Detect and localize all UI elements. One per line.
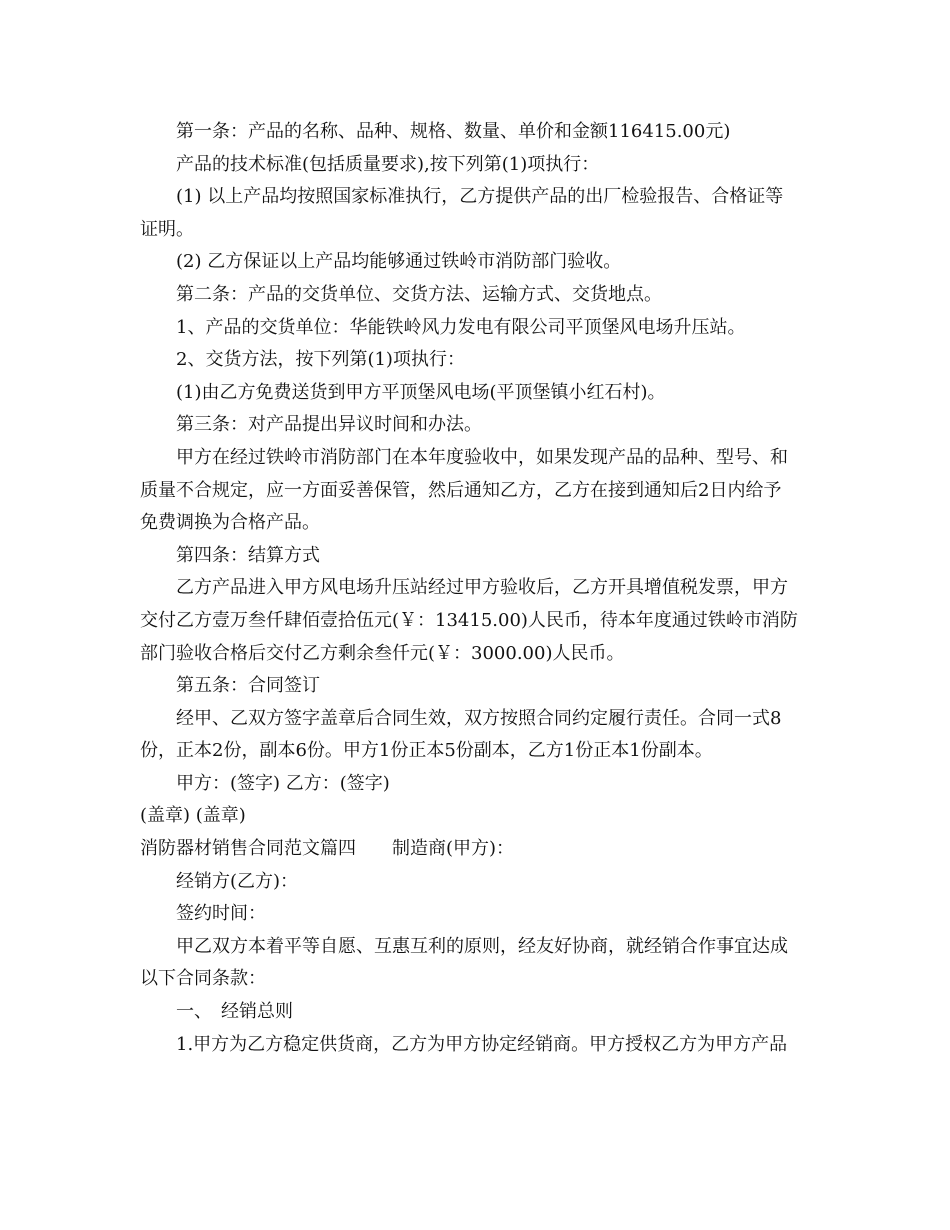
paragraph-objection-end: 免费调换为合格产品。 (140, 512, 320, 534)
article-2-heading: 第二条：产品的交货单位、交货方法、运输方式、交货地点。 (176, 283, 662, 305)
paragraph-objection-cont: 质量不合规定，应一方面妥善保管，然后通知乙方，乙方在接到通知后2日内给予 (140, 479, 782, 501)
paragraph-settlement: 乙方产品进入甲方风电场升压站经过甲方验收后，乙方开具增值税发票，甲方 (176, 577, 788, 599)
paragraph-settlement-cont: 交付乙方壹万叁仟肆佰壹拾伍元(￥：13415.00)人民币，待本年度通过铁岭市消防 (140, 609, 798, 631)
paragraph-signing-cont: 份，正本2份，副本6份。甲方1份正本5份副本，乙方1份正本1份副本。 (140, 740, 713, 762)
general-principles-heading: 一、 经销总则 (176, 1001, 293, 1023)
paragraph-item-2: (2) 乙方保证以上产品均能够通过铁岭市消防部门验收。 (176, 251, 622, 273)
paragraph-principle: 甲乙双方本着平等自愿、互惠互利的原则，经友好协商，就经销合作事宜达成 (176, 935, 788, 957)
paragraph-signing: 经甲、乙双方签字盖章后合同生效，双方按照合同约定履行责任。合同一式8 (176, 707, 782, 729)
paragraph-principle-cont: 以下合同条款： (140, 968, 266, 990)
signing-time-label: 签约时间： (176, 903, 266, 925)
article-5-heading: 第五条：合同签订 (176, 675, 320, 697)
paragraph-item-1-cont: 证明。 (140, 218, 194, 240)
seal-line: (盖章) (盖章) (140, 805, 246, 827)
paragraph-delivery-unit: 1、产品的交货单位：华能铁岭风力发电有限公司平顶堡风电场升压站。 (176, 316, 746, 338)
section-title: 消防器材销售合同范文篇四 (140, 838, 356, 860)
paragraph-free-delivery: (1)由乙方免费送货到甲方平顶堡风电场(平顶堡镇小红石村)。 (176, 381, 666, 403)
signature-line: 甲方：(签字) 乙方：(签字) (176, 772, 390, 794)
section-title-line (140, 833, 815, 866)
paragraph-objection: 甲方在经过铁岭市消防部门在本年度验收中，如果发现产品的品种、型号、和 (176, 446, 788, 468)
article-1-heading: 第一条：产品的名称、品种、规格、数量、单价和金额116415.00元) (176, 121, 731, 142)
paragraph-delivery-method: 2、交货方法，按下列第(1)项执行： (176, 349, 465, 371)
paragraph-settlement-end: 部门验收合格后交付乙方剩余叁仟元(￥：3000.00)人民币。 (140, 642, 625, 664)
distributor-label: 经销方(乙方)： (176, 870, 299, 892)
paragraph-tech-standard: 产品的技术标准(包括质量要求),按下列第(1)项执行： (176, 153, 600, 175)
article-3-heading: 第三条：对产品提出异议时间和办法。 (176, 414, 482, 436)
document-body (140, 116, 815, 1061)
manufacturer-label: 制造商(甲方)： (392, 838, 515, 860)
article-4-heading: 第四条：结算方式 (176, 544, 320, 566)
paragraph-item-1: (1) 以上产品均按照国家标准执行，乙方提供产品的出厂检验报告、合格证等 (176, 186, 784, 208)
paragraph-supplier: 1.甲方为乙方稳定供货商，乙方为甲方协定经销商。甲方授权乙方为甲方产品 (176, 1033, 788, 1055)
